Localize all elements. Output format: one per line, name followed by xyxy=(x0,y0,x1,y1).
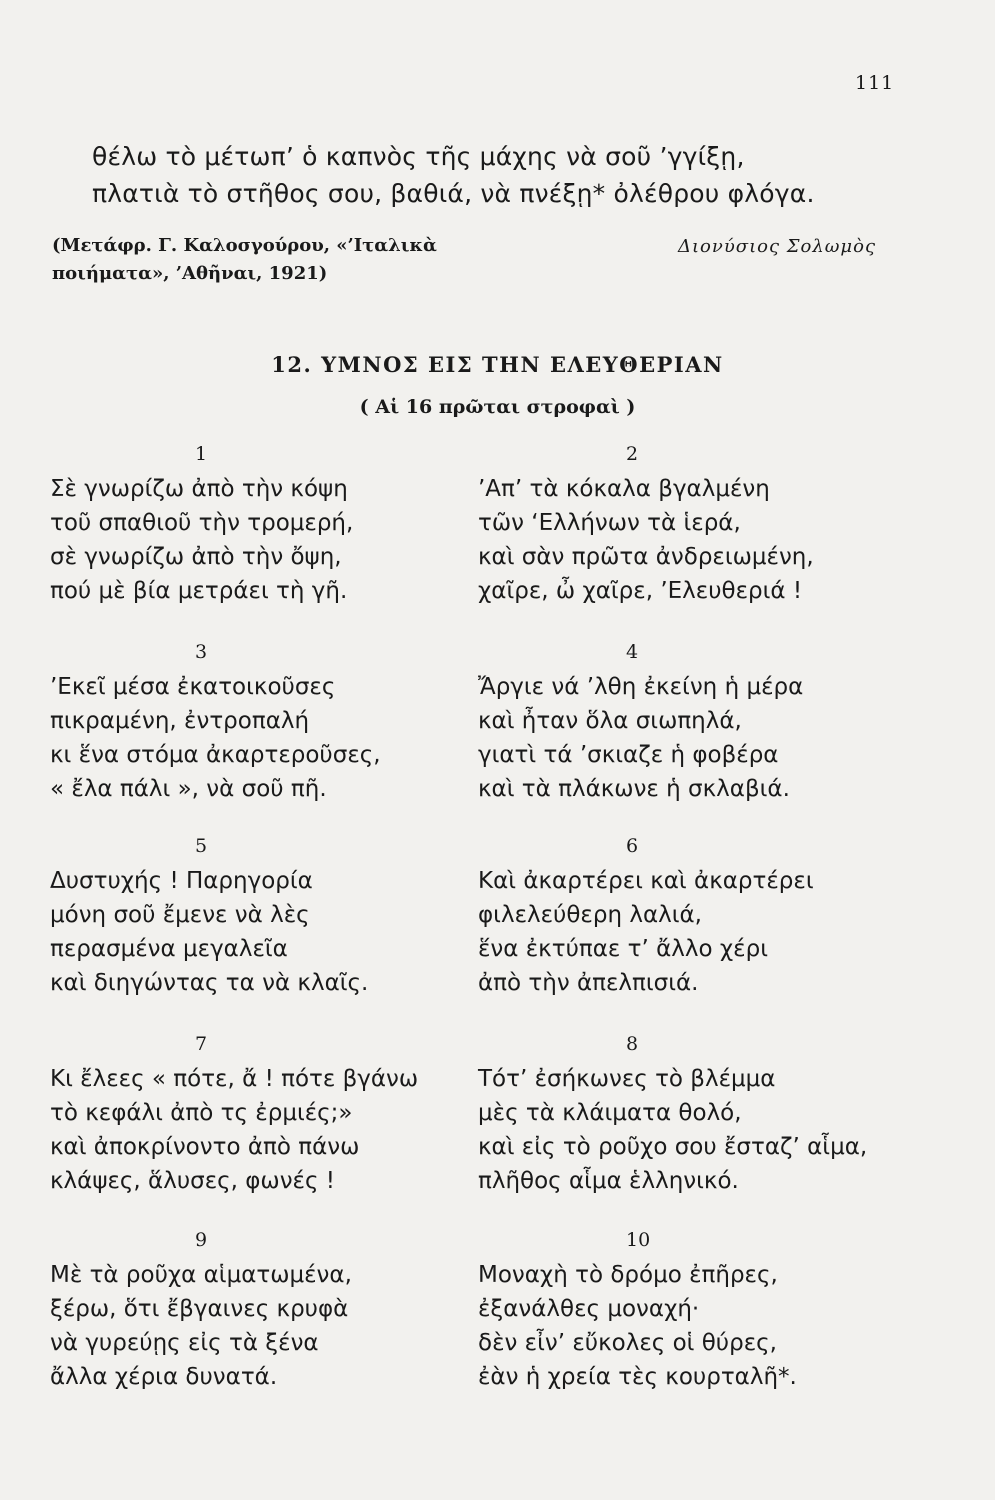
verse-line: καὶ τὰ πλάκωνε ἡ σκλαβιά. xyxy=(478,776,790,802)
verse-line: Ἄργιε νά ’λθη ἐκείνη ἡ μέρα xyxy=(478,674,804,700)
verse-line: μὲς τὰ κλάιματα θολό, xyxy=(478,1100,742,1126)
stanza xyxy=(478,436,908,608)
stanza xyxy=(478,634,908,806)
translation-citation xyxy=(52,232,437,288)
citation-line: ποιήματα», ’Αθῆναι, 1921) xyxy=(52,263,328,284)
verse-line: γιατὶ τά ’σκιαζε ἡ φοβέρα xyxy=(478,742,779,768)
verse-line: πού μὲ βία μετράει τὴ γῆ. xyxy=(50,578,348,604)
verse-line: καὶ ἦταν ὅλα σιωπηλά, xyxy=(478,708,742,734)
stanza xyxy=(50,634,480,806)
verse-line: πικραμένη, ἐντροπαλή xyxy=(50,708,310,734)
verse-line: καὶ διηγώντας τα νὰ κλαῖς. xyxy=(50,970,369,996)
stanza-number: 3 xyxy=(195,641,208,663)
stanza xyxy=(478,1026,908,1198)
verse-line: καὶ σὰν πρῶτα ἀνδρειωμένη, xyxy=(478,544,814,570)
stanza-number: 8 xyxy=(626,1033,639,1055)
verse-line: χαῖρε, ὦ χαῖρε, ’Ελευθεριά ! xyxy=(478,578,803,604)
verse-line: Καὶ ἀκαρτέρει καὶ ἀκαρτέρει xyxy=(478,868,814,894)
stanza-number: 1 xyxy=(195,443,208,465)
intro-line: θέλω τὸ μέτωπ’ ὁ καπνὸς τῆς μάχης νὰ σοῦ ’γγίξῃ, xyxy=(92,142,745,171)
stanza-number: 9 xyxy=(195,1229,208,1251)
stanza xyxy=(478,828,908,1000)
verse-line: ξέρω, ὅτι ἔβγαινες κρυφὰ xyxy=(50,1296,349,1322)
verse-line: Κι ἔλεες « πότε, ἄ ! πότε βγάνω xyxy=(50,1066,419,1092)
verse-line: ἐὰν ἡ χρεία τὲς κουρταλῆ*. xyxy=(478,1364,797,1390)
verse-line: ’Απ’ τὰ κόκαλα βγαλμένη xyxy=(478,476,770,502)
verse-line: τὸ κεφάλι ἀπὸ τς ἐρμιές;» xyxy=(50,1100,353,1126)
verse-line: νὰ γυρεύῃς εἰς τὰ ξένα xyxy=(50,1330,319,1356)
stanza xyxy=(50,436,480,608)
verse-line: « ἔλα πάλι », νὰ σοῦ πῆ. xyxy=(50,776,327,802)
verse-line: καὶ ἀποκρίνοντο ἀπὸ πάνω xyxy=(50,1134,360,1160)
verse-line: δὲν εἶν’ εὔκολες οἱ θύρες, xyxy=(478,1330,777,1356)
intro-verse xyxy=(92,138,892,212)
verse-line: ’Εκεῖ μέσα ἐκατοικοῦσες xyxy=(50,674,336,700)
verse-line: κλάψες, ἅλυσες, φωνές ! xyxy=(50,1168,336,1194)
stanza xyxy=(478,1222,908,1394)
verse-line: ἕνα ἐκτύπαε τ’ ἄλλο χέρι xyxy=(478,936,768,962)
verse-line: σὲ γνωρίζω ἀπὸ τὴν ὄψη, xyxy=(50,544,342,570)
stanza-number: 10 xyxy=(626,1229,651,1251)
poem-subtitle: ( Αἱ 16 πρῶται στροφαὶ ) xyxy=(359,396,636,418)
verse-line: ἄλλα χέρια δυνατά. xyxy=(50,1364,278,1390)
author-name: Διονύσιος Σολωμὸς xyxy=(678,236,877,257)
verse-line: μόνη σοῦ ἔμενε νὰ λὲς xyxy=(50,902,310,928)
verse-line: τοῦ σπαθιοῦ τὴν τρομερή, xyxy=(50,510,354,536)
poem-title: 12. ΥΜΝΟΣ ΕΙΣ ΤΗΝ ΕΛΕΥΘΕΡΙΑΝ xyxy=(271,352,724,377)
verse-line: φιλελεύθερη λαλιά, xyxy=(478,902,702,928)
verse-line: περασμένα μεγαλεῖα xyxy=(50,936,288,962)
intro-line: πλατιὰ τὸ στῆθος σου, βαθιά, νὰ πνέξῃ* ὀλέθρου φλόγα. xyxy=(92,179,815,208)
verse-line: Μὲ τὰ ροῦχα αἱματωμένα, xyxy=(50,1262,352,1288)
verse-line: κι ἕνα στόμα ἀκαρτεροῦσες, xyxy=(50,742,381,768)
stanza-number: 7 xyxy=(195,1033,208,1055)
verse-line: Μοναχὴ τὸ δρόμο ἐπῆρες, xyxy=(478,1262,778,1288)
verse-line: καὶ εἰς τὸ ροῦχο σου ἔσταζ’ αἷμα, xyxy=(478,1134,868,1160)
page-number: 111 xyxy=(855,72,895,94)
stanza xyxy=(50,1026,480,1198)
verse-line: ἐξανάλθες μοναχή· xyxy=(478,1296,700,1322)
stanza-number: 6 xyxy=(626,835,639,857)
verse-line: πλῆθος αἷμα ἑλληνικό. xyxy=(478,1168,739,1194)
verse-line: τῶν ‘Ελλήνων τὰ ἱερά, xyxy=(478,510,741,536)
verse-line: ἀπὸ τὴν ἀπελπισιά. xyxy=(478,970,699,996)
stanza-number: 5 xyxy=(195,835,208,857)
stanza xyxy=(50,828,480,1000)
verse-line: Δυστυχής ! Παρηγορία xyxy=(50,868,313,894)
citation-line: (Μετάφρ. Γ. Καλοσγούρου, «’Ιταλικὰ xyxy=(52,235,437,256)
verse-line: Σὲ γνωρίζω ἀπὸ τὴν κόψη xyxy=(50,476,348,502)
stanza-number: 4 xyxy=(626,641,639,663)
stanza xyxy=(50,1222,480,1394)
stanza-number: 2 xyxy=(626,443,639,465)
verse-line: Τότ’ ἐσήκωνες τὸ βλέμμα xyxy=(478,1066,776,1092)
